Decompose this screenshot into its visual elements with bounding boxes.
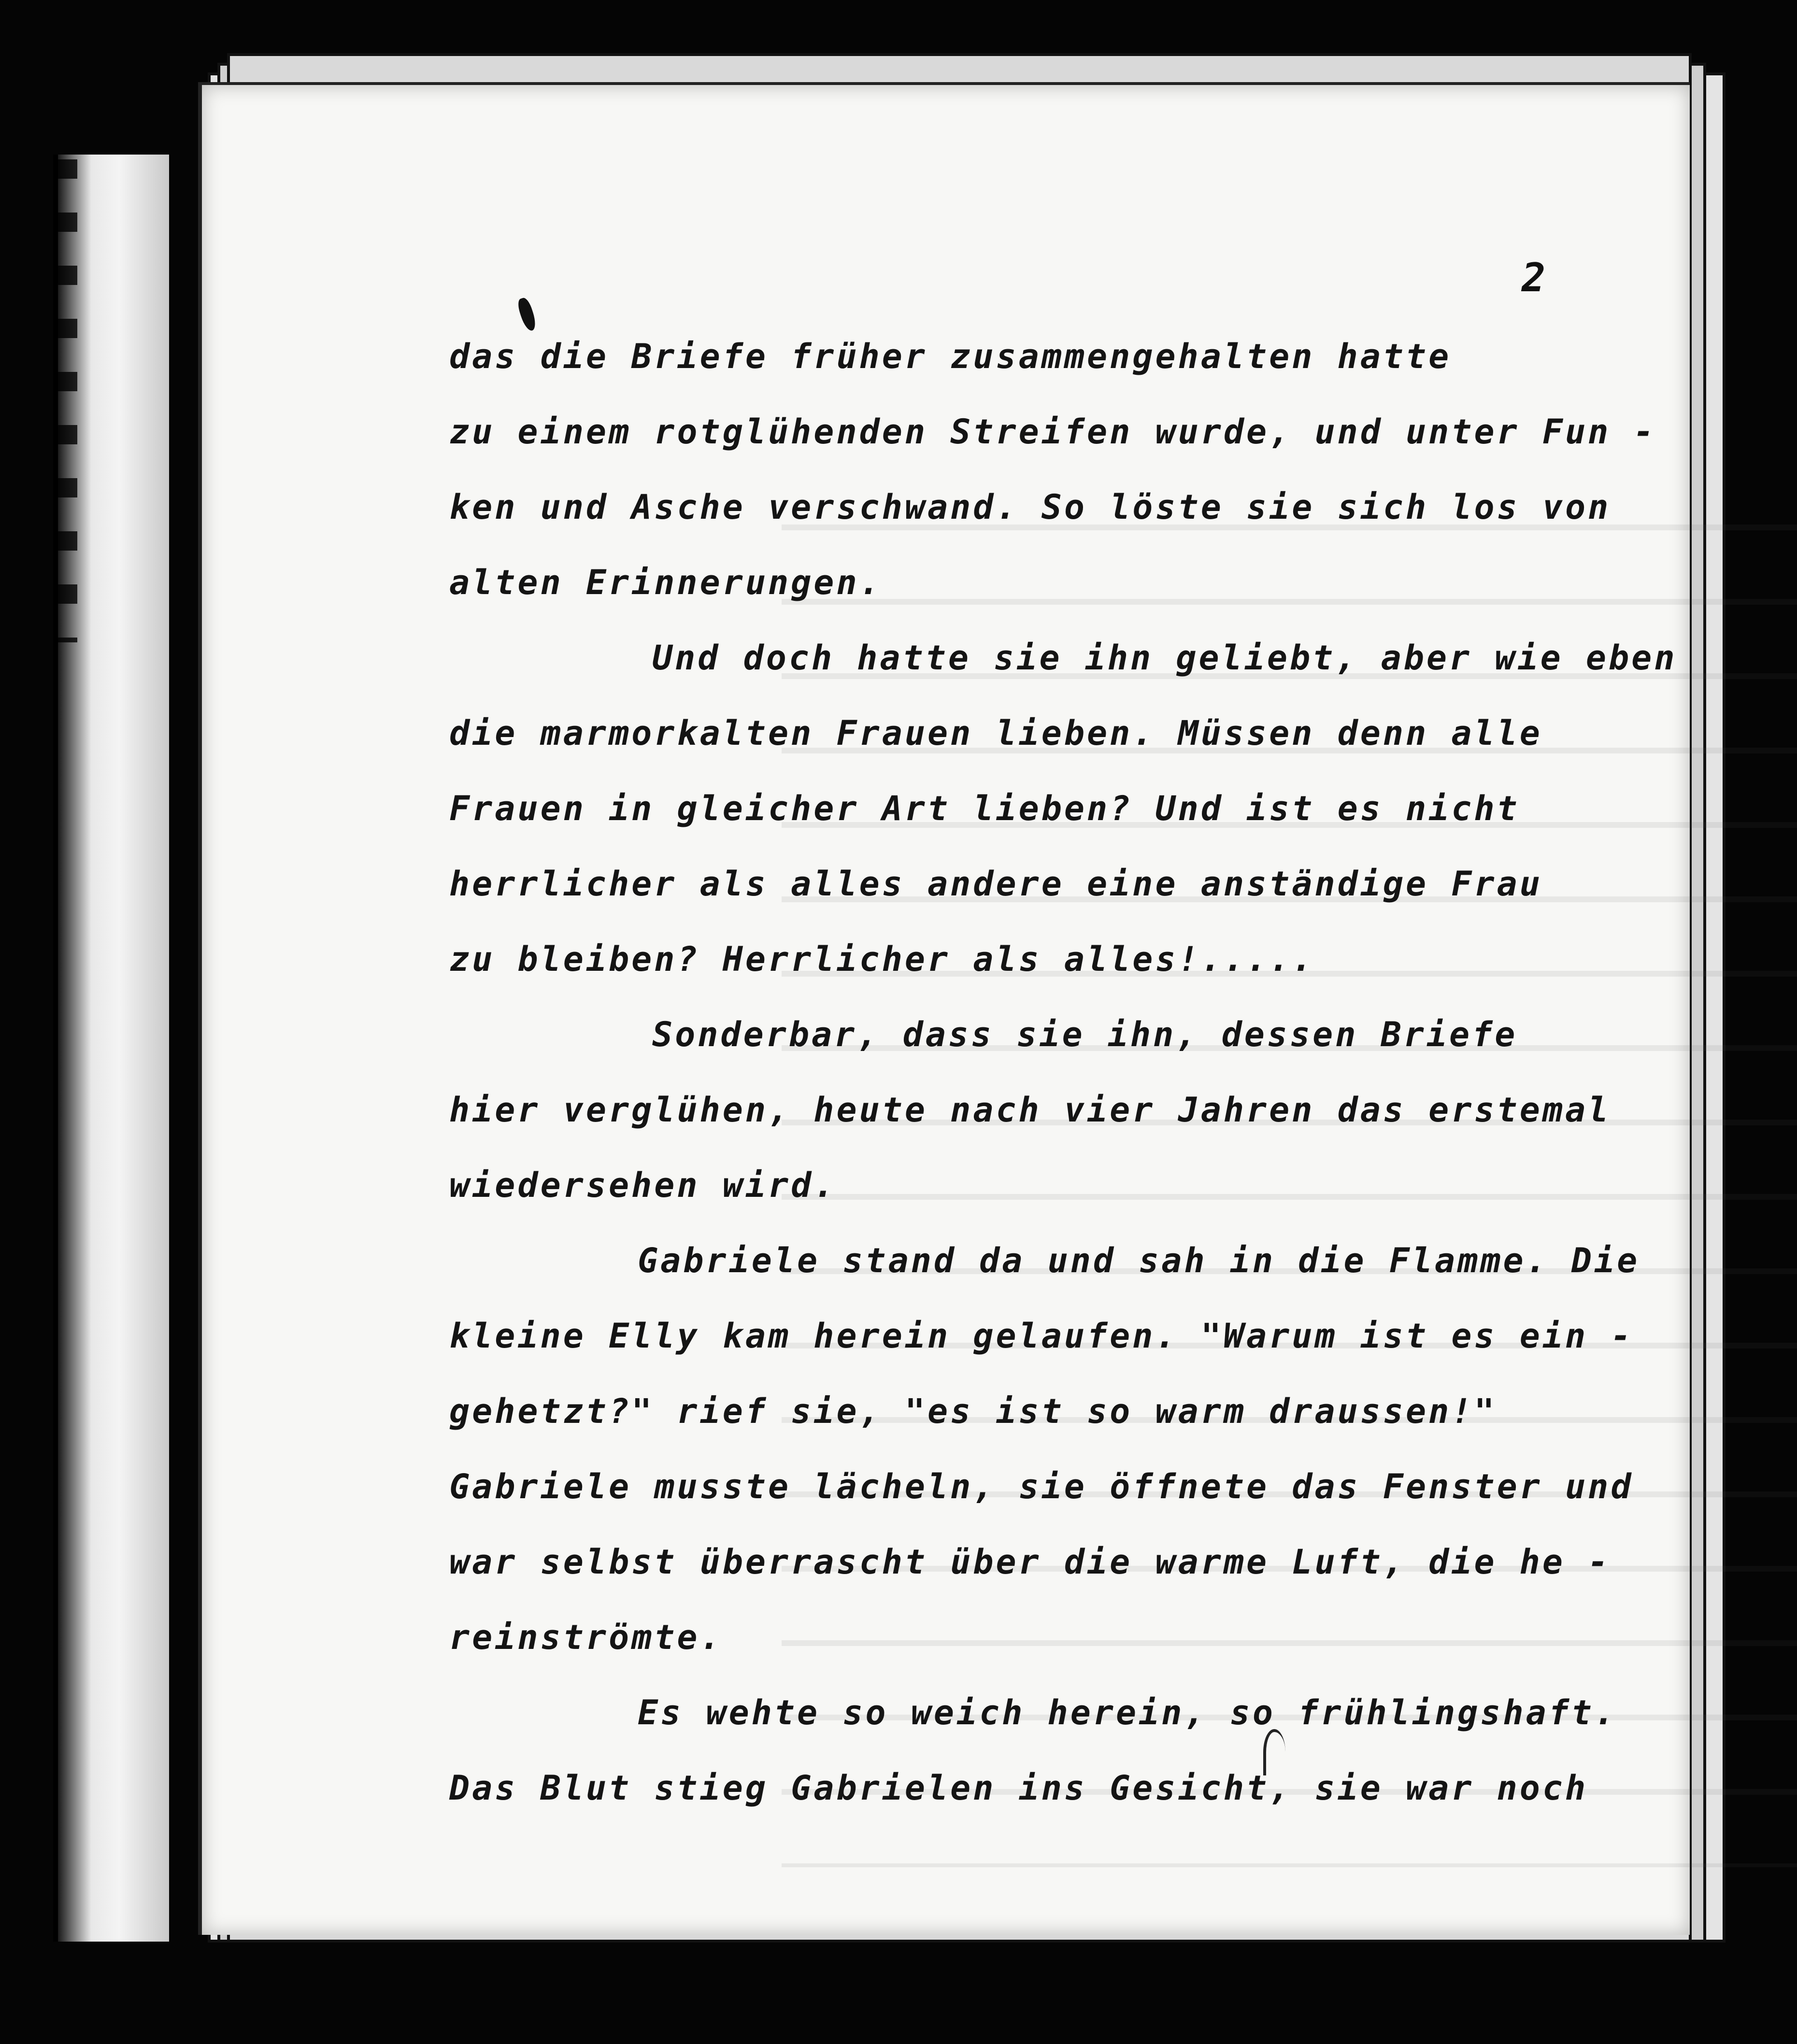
text-line: Es wehte so weich herein, so frühlingshaft. xyxy=(638,1693,1617,1732)
handwritten-correction-mark xyxy=(1263,1729,1285,1775)
text-line: wiedersehen wird. xyxy=(449,1165,837,1205)
text-line: Das Blut stieg Gabrielen ins Gesicht, sie war noch xyxy=(449,1768,1588,1808)
text-line: herrlicher als alles andere eine anständige Frau xyxy=(449,864,1542,904)
text-line: hier verglühen, heute nach vier Jahren das erstemal xyxy=(449,1090,1611,1130)
text-line: gehetzt?" rief sie, "es ist so warm draussen!" xyxy=(449,1391,1497,1431)
text-line: kleine Elly kam herein gelaufen. "Warum ist es ein - xyxy=(449,1316,1634,1356)
text-line: Und doch hatte sie ihn geliebt, aber wie eben xyxy=(652,638,1677,678)
binding-marks xyxy=(58,159,77,642)
text-line: die marmorkalten Frauen lieben. Müssen denn alle xyxy=(449,713,1542,753)
text-line: ken und Asche verschwand. So löste sie sich los von xyxy=(449,487,1611,527)
text-line: alten Erinnerungen. xyxy=(449,563,882,602)
text-line: Frauen in gleicher Art lieben? Und ist es nicht xyxy=(449,789,1520,828)
text-body xyxy=(449,319,1686,1826)
text-line: war selbst überrascht über die warme Luft, die he - xyxy=(449,1542,1611,1582)
text-line: das die Briefe früher zusammengehalten hatte xyxy=(449,337,1452,376)
text-line: zu einem rotglühenden Streifen wurde, und unter Fun - xyxy=(449,412,1656,452)
text-line: Sonderbar, dass sie ihn, dessen Briefe xyxy=(652,1015,1518,1054)
text-line: reinströmte. xyxy=(449,1618,723,1657)
text-line: Gabriele stand da und sah in die Flamme. Die xyxy=(638,1241,1640,1280)
page-number: 2 xyxy=(1522,255,1546,301)
text-line: Gabriele musste lächeln, sie öffnete das Fenster und xyxy=(449,1467,1634,1506)
text-line: zu bleiben? Herrlicher als alles!..... xyxy=(449,939,1315,979)
